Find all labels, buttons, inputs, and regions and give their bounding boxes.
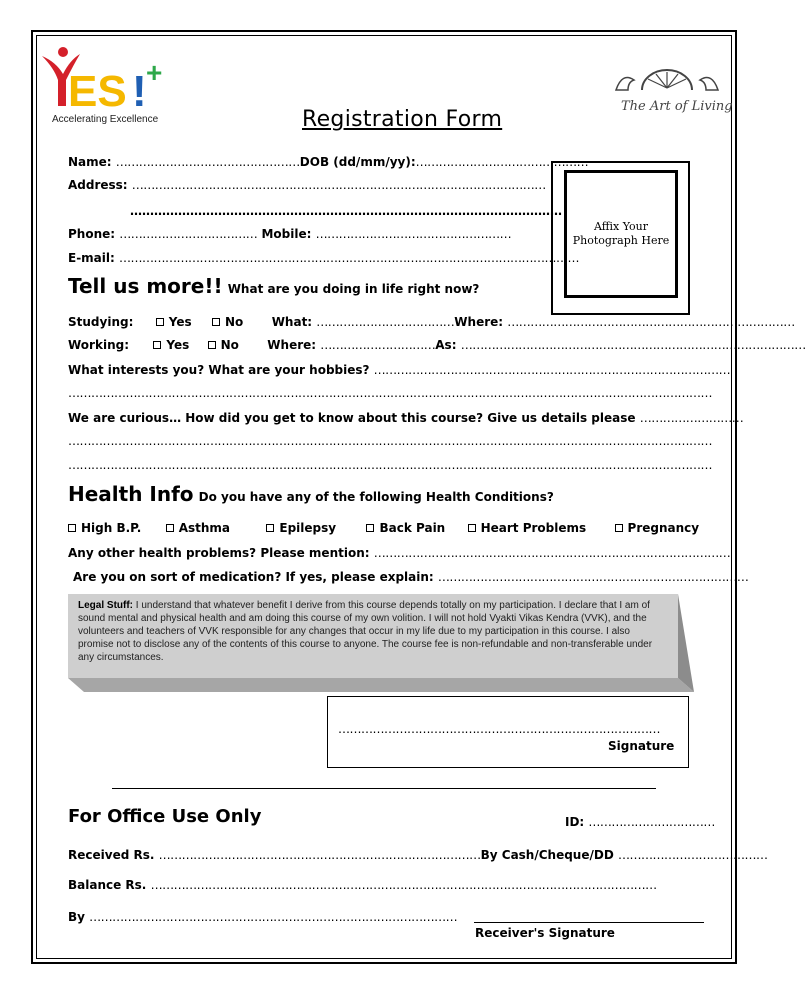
interests-extra-line[interactable]: …………………………………………………………………………………………………………………………………………………… [68, 386, 712, 400]
working-yes-checkbox[interactable] [153, 341, 161, 349]
by-field[interactable]: …………………………………………………………………………………… [89, 910, 458, 924]
address-field-1[interactable]: ……………………………………………………………………………………………… [131, 178, 546, 192]
address-field-2[interactable]: ……………………………………………………………………………………………… [130, 204, 562, 218]
condition-label-epilepsy: Epilepsy [279, 521, 337, 535]
art-of-living-text: The Art of Living [621, 99, 733, 114]
working-yes-label: Yes [166, 338, 190, 352]
legal-label: Legal Stuff: [78, 600, 133, 611]
phone-row [68, 227, 511, 241]
condition-label-back-pain: Back Pain [379, 521, 446, 535]
interests-row [68, 363, 730, 377]
what-label: What: [271, 315, 313, 329]
tell-more-heading-row [68, 274, 479, 298]
mobile-label: Mobile: [261, 227, 312, 241]
as-field[interactable]: ……………………………………………………………………………… [460, 338, 806, 352]
received-field[interactable]: ………………………………………………………………………… [158, 848, 481, 862]
signature-label: Signature [608, 739, 675, 753]
legal-text: I understand that whatever benefit I derive from this course depends totally on my participation. I declare that I am of sound mental and physical health and am doing this course of my own volition. I will not hold Vyakti Vikas Kendra (VVK), and the volunteers and teachers of VVK responsible for any changes that occur in my life due to my participation in this course. I also promise not to disclose any of the contents of this course to anyone. The course fee is non-refundable and non-transferable under any circumstances. [78, 600, 653, 663]
studying-label: Studying: [68, 315, 134, 329]
name-row [68, 155, 588, 169]
condition-checkbox-epilepsy[interactable] [266, 524, 274, 532]
email-field[interactable]: ………………………………………………………………………………………………………… [119, 251, 579, 265]
tell-more-heading: Tell us more!! [68, 274, 223, 298]
curious-label: We are curious… How did you get to know about this course? Give us details please [68, 411, 636, 425]
dob-label: DOB (dd/mm/yy): [299, 155, 416, 169]
receiver-signature-label: Receiver's Signature [475, 926, 615, 940]
id-label: ID: [565, 815, 585, 829]
what-field[interactable]: ……………………………… [316, 315, 455, 329]
by-cash-label: By Cash/Cheque/DD [480, 848, 614, 862]
curious-row [68, 411, 743, 425]
condition-label-heart-problems: Heart Problems [480, 521, 587, 535]
working-no-checkbox[interactable] [208, 341, 216, 349]
condition-checkbox-heart-problems[interactable] [468, 524, 476, 532]
condition-label-asthma: Asthma [178, 521, 231, 535]
page-title: Registration Form [302, 107, 503, 132]
receiver-signature-line[interactable] [474, 922, 704, 923]
interests-field[interactable]: ………………………………………………………………………………… [373, 363, 731, 377]
health-heading-row [68, 482, 554, 506]
where-label: Where: [454, 315, 504, 329]
signature-field[interactable]: ………………………………………………………………………… [338, 722, 660, 736]
condition-checkbox-asthma[interactable] [166, 524, 174, 532]
received-row [68, 848, 767, 862]
id-field[interactable]: …………………………… [588, 815, 715, 829]
balance-field[interactable]: …………………………………………………………………………………………………………………… [150, 878, 657, 892]
art-of-living-emblem [612, 66, 722, 100]
svg-text:ES: ES [68, 67, 127, 116]
medication-label: Are you on sort of medication? If yes, please explain: [73, 570, 434, 584]
email-label: E-mail: [68, 251, 115, 265]
studying-yes-label: Yes [168, 315, 192, 329]
address-row [68, 178, 546, 192]
mobile-field[interactable]: …………………………………………… [315, 227, 512, 241]
svg-text:!: ! [132, 67, 147, 116]
dob-field[interactable]: ……………………………………… [415, 155, 589, 169]
curious-field[interactable]: ……………………… [639, 411, 744, 425]
other-health-field[interactable]: ………………………………………………………………………………… [373, 546, 731, 560]
interests-label: What interests you? What are your hobbies? [68, 363, 370, 377]
medication-row [73, 570, 748, 584]
legal-box-shadow-bottom [68, 678, 694, 692]
studying-yes-checkbox[interactable] [156, 318, 164, 326]
health-heading: Health Info [68, 482, 194, 506]
name-field[interactable]: ………………………………………… [115, 155, 300, 169]
where2-field[interactable]: ………………………… [320, 338, 436, 352]
logo-tagline: Accelerating Excellence [52, 114, 159, 125]
other-health-label: Any other health problems? Please mention: [68, 546, 370, 560]
health-conditions-row [68, 521, 699, 535]
by-row [68, 910, 457, 924]
studying-no-label: No [225, 315, 244, 329]
working-no-label: No [220, 338, 239, 352]
where2-label: Where: [267, 338, 317, 352]
tell-more-subheading: What are you doing in life right now? [227, 282, 480, 296]
phone-field[interactable]: ……………………………… [119, 227, 258, 241]
address-label: Address: [68, 178, 128, 192]
svg-text:+: + [146, 57, 163, 88]
where-field[interactable]: ………………………………………………………………… [507, 315, 795, 329]
condition-checkbox-pregnancy[interactable] [615, 524, 623, 532]
balance-row [68, 878, 657, 892]
email-row [68, 251, 579, 265]
curious-extra-line-2[interactable]: …………………………………………………………………………………………………………………………………………………… [68, 458, 712, 472]
legal-box [68, 594, 678, 678]
studying-no-checkbox[interactable] [212, 318, 220, 326]
by-label: By [68, 910, 85, 924]
as-label: As: [435, 338, 457, 352]
photo-frame [564, 170, 678, 298]
working-row [68, 338, 806, 352]
condition-label-high-bp: High B.P. [81, 521, 142, 535]
health-subheading: Do you have any of the following Health Conditions? [198, 490, 554, 504]
balance-label: Balance Rs. [68, 878, 147, 892]
photo-placeholder-text: Affix Your Photograph Here [572, 220, 670, 247]
id-row [565, 815, 715, 829]
working-label: Working: [68, 338, 129, 352]
phone-label: Phone: [68, 227, 116, 241]
by-cash-field[interactable]: ………………………………… [617, 848, 768, 862]
condition-label-pregnancy: Pregnancy [627, 521, 700, 535]
other-health-row [68, 546, 730, 560]
condition-checkbox-high-bp[interactable] [68, 524, 76, 532]
office-use-heading: For Office Use Only [68, 806, 262, 827]
received-label: Received Rs. [68, 848, 155, 862]
curious-extra-line-1[interactable]: …………………………………………………………………………………………………………………………………………………… [68, 434, 712, 448]
studying-row [68, 315, 795, 329]
condition-checkbox-back-pain[interactable] [366, 524, 374, 532]
medication-field[interactable]: ……………………………………………………………………… [437, 570, 749, 584]
name-label: Name: [68, 155, 112, 169]
divider-line [112, 788, 656, 789]
